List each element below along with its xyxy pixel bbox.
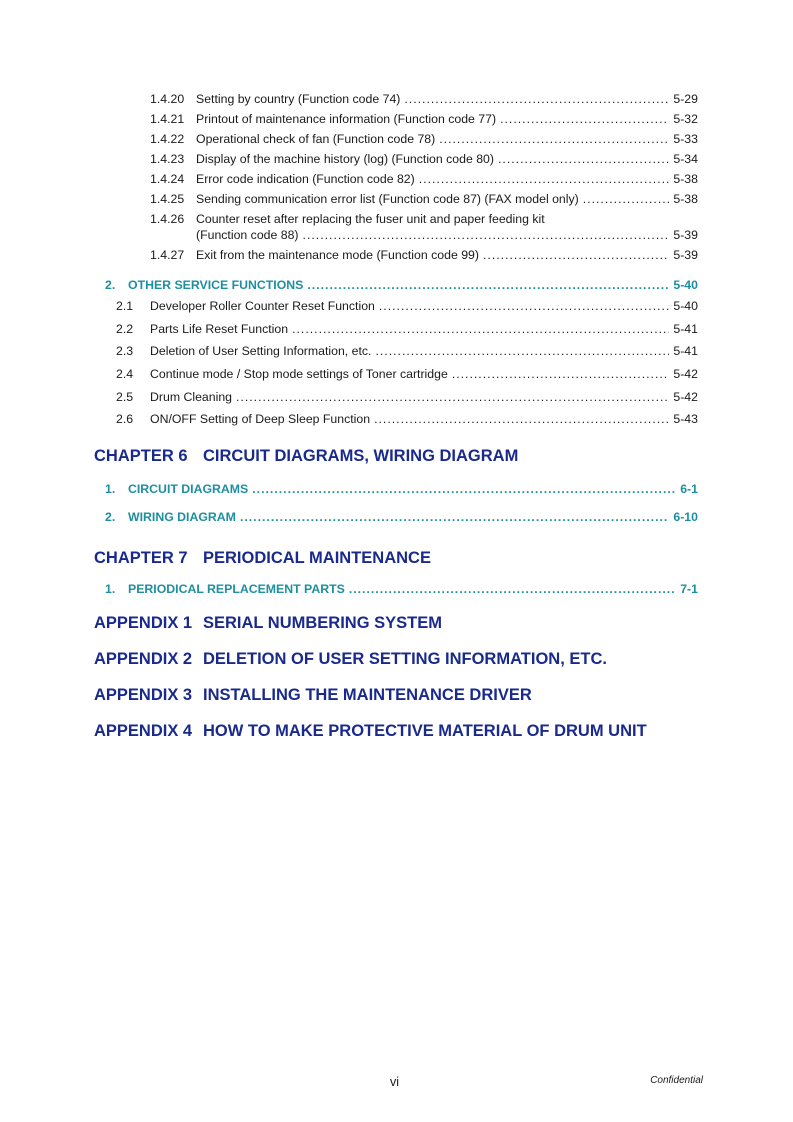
toc-page: 5-29 xyxy=(673,92,698,106)
toc-section[interactable] xyxy=(105,510,698,524)
toc-text-continued: (Function code 88) xyxy=(196,228,299,242)
toc-text: WIRING DIAGRAM xyxy=(128,510,236,524)
toc-number: 2.3 xyxy=(116,344,134,358)
chapter-title: PERIODICAL MAINTENANCE xyxy=(203,549,431,567)
toc-number: 2.6 xyxy=(116,412,134,426)
toc-entry[interactable] xyxy=(116,344,698,358)
toc-entry[interactable] xyxy=(116,390,698,404)
toc-text: CIRCUIT DIAGRAMS xyxy=(128,482,249,496)
confidential-label: Confidential xyxy=(650,1075,703,1086)
toc-text: Drum Cleaning xyxy=(150,390,233,404)
toc-number: 2.5 xyxy=(116,390,134,404)
dot-leader xyxy=(374,412,669,426)
toc-entry[interactable] xyxy=(150,192,698,206)
toc-number: 1.4.27 xyxy=(150,248,185,262)
toc-entry[interactable] xyxy=(116,367,698,381)
toc-text: Error code indication (Function code 82) xyxy=(196,172,415,186)
toc-entry[interactable] xyxy=(150,172,698,186)
toc-number: 2. xyxy=(105,510,116,524)
toc-entry[interactable] xyxy=(116,412,698,426)
toc-page: 5-34 xyxy=(673,152,698,166)
toc-number: 2. xyxy=(105,278,116,292)
dot-leader xyxy=(303,228,670,242)
toc-section-other-service[interactable] xyxy=(105,278,698,292)
toc-text: Continue mode / Stop mode settings of Toner cartridge xyxy=(150,367,448,381)
toc-page: 5-41 xyxy=(673,322,698,336)
dot-leader xyxy=(379,299,670,313)
appendix-title: INSTALLING THE MAINTENANCE DRIVER xyxy=(203,686,532,704)
appendix-1-heading[interactable] xyxy=(94,614,442,633)
toc-text: Developer Roller Counter Reset Function xyxy=(150,299,375,313)
appendix-label: APPENDIX 4 xyxy=(94,722,193,740)
dot-leader xyxy=(240,510,669,524)
dot-leader xyxy=(452,367,670,381)
toc-text: ON/OFF Setting of Deep Sleep Function xyxy=(150,412,371,426)
toc-text: Parts Life Reset Function xyxy=(150,322,289,336)
toc-page: 5-39 xyxy=(673,248,698,262)
toc-page: 5-38 xyxy=(673,192,698,206)
dot-leader xyxy=(236,390,669,404)
page-number: vi xyxy=(390,1075,400,1089)
toc-text: Sending communication error list (Function code 87) (FAX model only) xyxy=(196,192,579,206)
chapter-label: CHAPTER 7 xyxy=(94,549,188,567)
toc-entry-second-line[interactable] xyxy=(196,228,698,242)
appendix-label: APPENDIX 1 xyxy=(94,614,193,632)
toc-entry[interactable] xyxy=(116,299,698,313)
toc-section[interactable] xyxy=(105,582,698,596)
toc-number: 2.4 xyxy=(116,367,134,381)
toc-page: 5-39 xyxy=(673,228,698,242)
appendix-label: APPENDIX 3 xyxy=(94,686,193,704)
dot-leader xyxy=(292,322,669,336)
toc-number: 1.4.24 xyxy=(150,172,185,186)
toc-page: 6-1 xyxy=(680,482,698,496)
toc-number: 1.4.21 xyxy=(150,112,185,126)
dot-leader xyxy=(483,248,669,262)
toc-number: 1.4.25 xyxy=(150,192,185,206)
dot-leader xyxy=(500,112,669,126)
toc-entry-first-line[interactable] xyxy=(150,212,698,226)
dot-leader xyxy=(252,482,676,496)
toc-text: PERIODICAL REPLACEMENT PARTS xyxy=(128,582,345,596)
toc-number: 1.4.22 xyxy=(150,132,185,146)
appendix-label: APPENDIX 2 xyxy=(94,650,193,668)
appendix-title: DELETION OF USER SETTING INFORMATION, ETC. xyxy=(203,650,607,668)
toc-entry[interactable] xyxy=(150,152,698,166)
chapter-6-heading[interactable] xyxy=(94,447,518,466)
chapter-7-heading[interactable] xyxy=(94,549,431,568)
dot-leader xyxy=(583,192,670,206)
toc-entry[interactable] xyxy=(150,248,698,262)
dot-leader xyxy=(498,152,669,166)
toc-page: 5-32 xyxy=(673,112,698,126)
toc-page: 5-41 xyxy=(673,344,698,358)
toc-page: 5-40 xyxy=(673,299,698,313)
toc-number: 1.4.23 xyxy=(150,152,185,166)
appendix-4-heading[interactable] xyxy=(94,722,647,741)
appendix-2-heading[interactable] xyxy=(94,650,607,669)
dot-leader xyxy=(307,278,669,292)
toc-number: 2.1 xyxy=(116,299,134,313)
toc-page: 7-1 xyxy=(680,582,698,596)
toc-text: Display of the machine history (log) (Function code 80) xyxy=(196,152,494,166)
toc-number: 1.4.26 xyxy=(150,212,185,226)
appendix-3-heading[interactable] xyxy=(94,686,532,705)
dot-leader xyxy=(404,92,669,106)
toc-text: Deletion of User Setting Information, etc. xyxy=(150,344,372,358)
appendix-title: HOW TO MAKE PROTECTIVE MATERIAL OF DRUM UNIT xyxy=(203,722,647,740)
dot-leader xyxy=(419,172,670,186)
toc-entry[interactable] xyxy=(150,112,698,126)
toc-section[interactable] xyxy=(105,482,698,496)
toc-page: 5-42 xyxy=(673,390,698,404)
toc-text: Operational check of fan (Function code 78) xyxy=(196,132,436,146)
toc-text: Setting by country (Function code 74) xyxy=(196,92,401,106)
dot-leader xyxy=(349,582,676,596)
toc-text: Exit from the maintenance mode (Function code 99) xyxy=(196,248,479,262)
toc-page: 5-38 xyxy=(673,172,698,186)
toc-page: 5-42 xyxy=(673,367,698,381)
toc-number: 1. xyxy=(105,482,116,496)
chapter-label: CHAPTER 6 xyxy=(94,447,188,465)
toc-entry[interactable] xyxy=(150,132,698,146)
toc-entry[interactable] xyxy=(150,92,698,106)
dot-leader xyxy=(375,344,669,358)
chapter-title: CIRCUIT DIAGRAMS, WIRING DIAGRAM xyxy=(203,447,519,465)
toc-number: 1. xyxy=(105,582,116,596)
toc-number: 1.4.20 xyxy=(150,92,185,106)
toc-text: Counter reset after replacing the fuser unit and paper feeding kit xyxy=(196,212,545,226)
appendix-title: SERIAL NUMBERING SYSTEM xyxy=(203,614,442,632)
toc-page: 6-10 xyxy=(673,510,698,524)
toc-text: Printout of maintenance information (Function code 77) xyxy=(196,112,497,126)
toc-text: OTHER SERVICE FUNCTIONS xyxy=(128,278,304,292)
toc-page: 5-43 xyxy=(673,412,698,426)
toc-number: 2.2 xyxy=(116,322,134,336)
toc-page: 5-33 xyxy=(673,132,698,146)
toc-page: 5-40 xyxy=(673,278,698,292)
toc-entry[interactable] xyxy=(116,322,698,336)
dot-leader xyxy=(439,132,669,146)
